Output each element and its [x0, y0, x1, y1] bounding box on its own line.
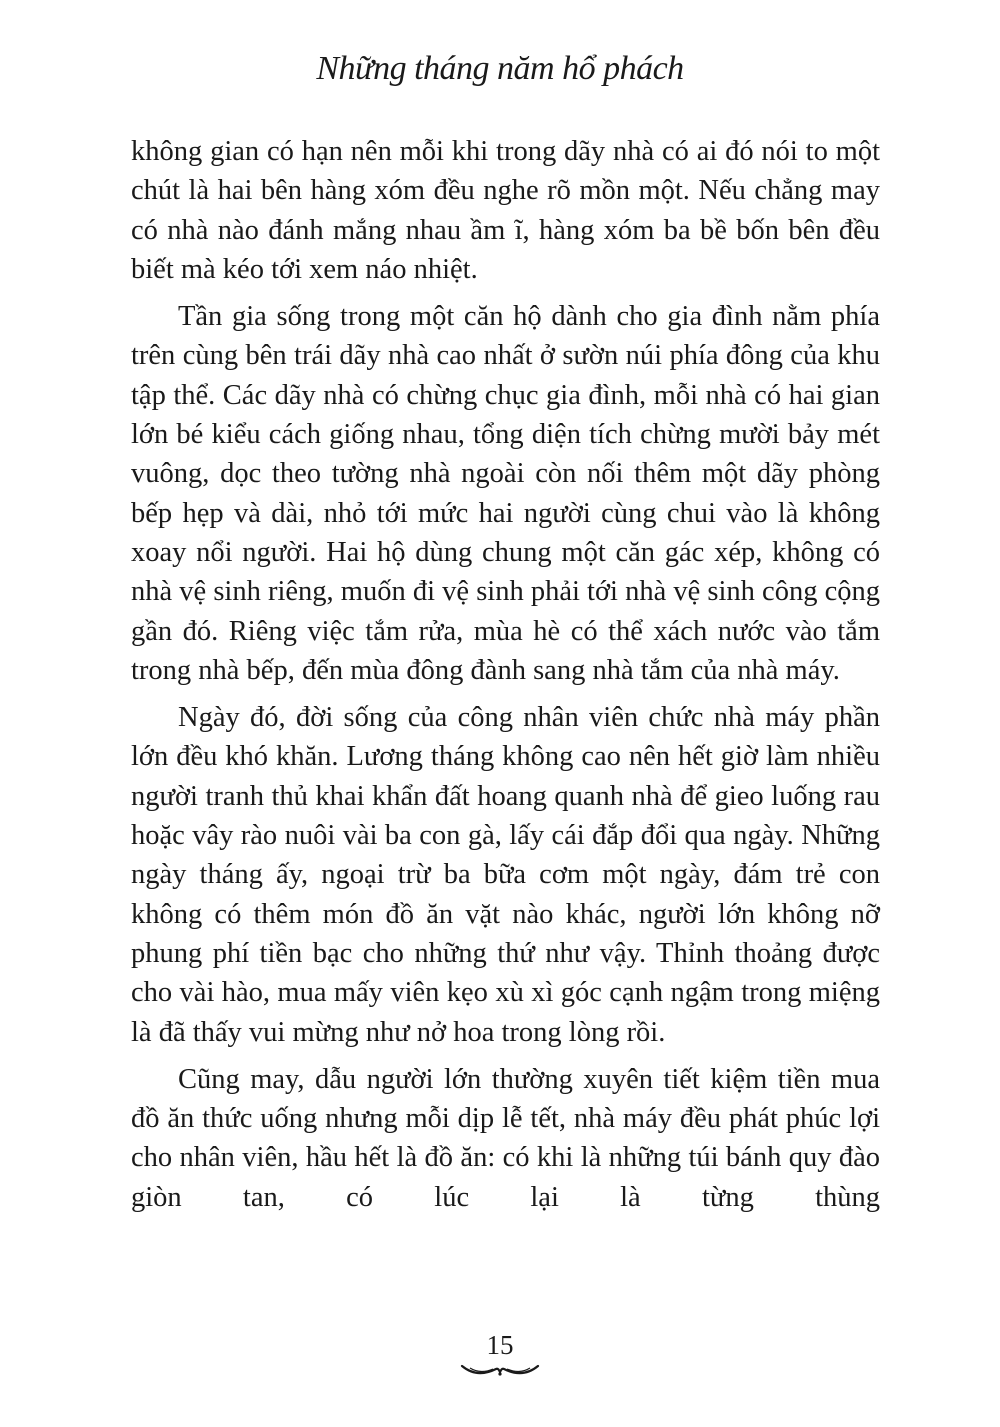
paragraph-3: Ngày đó, đời sống của công nhân viên chức nhà máy phần lớn đều khó khăn. Lương tháng không cao nên hết giờ làm nhiều người tranh thủ khai khẩn đất hoang quanh nhà để gieo luống rau hoặc vây rào nuôi vài ba con gà, lấy cái đắp đổi qua ngày. Những ngày tháng ấy, ngoại trừ ba bữa cơm một ngày, đám trẻ con không có thêm món đồ ăn vặt nào khác, người lớn không nỡ phung phí tiền bạc cho những thứ như vậy. Thỉnh thoảng được cho vài hào, mua mấy viên kẹo xù xì góc cạnh ngậm trong miệng là đã thấy vui mừng như nở hoa trong lòng rồi.	[131, 702, 880, 1048]
paragraph-1: không gian có hạn nên mỗi khi trong dãy nhà có ai đó nói to một chút là hai bên hàng xóm đều nghe rõ mồn một. Nếu chẳng may có nhà nào đánh mắng nhau ầm ĩ, hàng xóm ba bề bốn bên đều biết mà kéo tới xem náo nhiệt.	[131, 136, 880, 285]
folio	[0, 1330, 1000, 1378]
paragraph-4: Cũng may, dẫu người lớn thường xuyên tiết kiệm tiền mua đồ ăn thức uống nhưng mỗi dịp lễ tết, nhà máy đều phát phúc lợi cho nhân viên, hầu hết là đồ ăn: có khi là những túi bánh quy đào giòn tan, có lúc lại là từng thùng	[131, 1063, 880, 1213]
flourish-ornament-icon	[460, 1362, 540, 1378]
page-number: 15	[486, 1330, 514, 1360]
paragraph-2: Tần gia sống trong một căn hộ dành cho gia đình nằm phía trên cùng bên trái dãy nhà cao nhất ở sườn núi phía đông của khu tập thể. Các dãy nhà có chừng chục gia đình, mỗi nhà có hai gian lớn bé kiểu cách giống nhau, tổng diện tích chừng mười bảy mét vuông, dọc theo tường nhà ngoài còn nối thêm một dãy phòng bếp hẹp và dài, nhỏ tới mức hai người cùng chui vào là không xoay nổi người. Hai hộ dùng chung một căn gác xép, không có nhà vệ sinh riêng, muốn đi vệ sinh phải tới nhà vệ sinh công cộng gần đó. Riêng việc tắm rửa, mùa hè có thể xách nước vào tắm trong nhà bếp, đến mùa đông đành sang nhà tắm của nhà máy.	[131, 301, 880, 686]
running-head: Những tháng năm hổ phách	[316, 50, 684, 87]
body-text	[131, 132, 880, 1225]
